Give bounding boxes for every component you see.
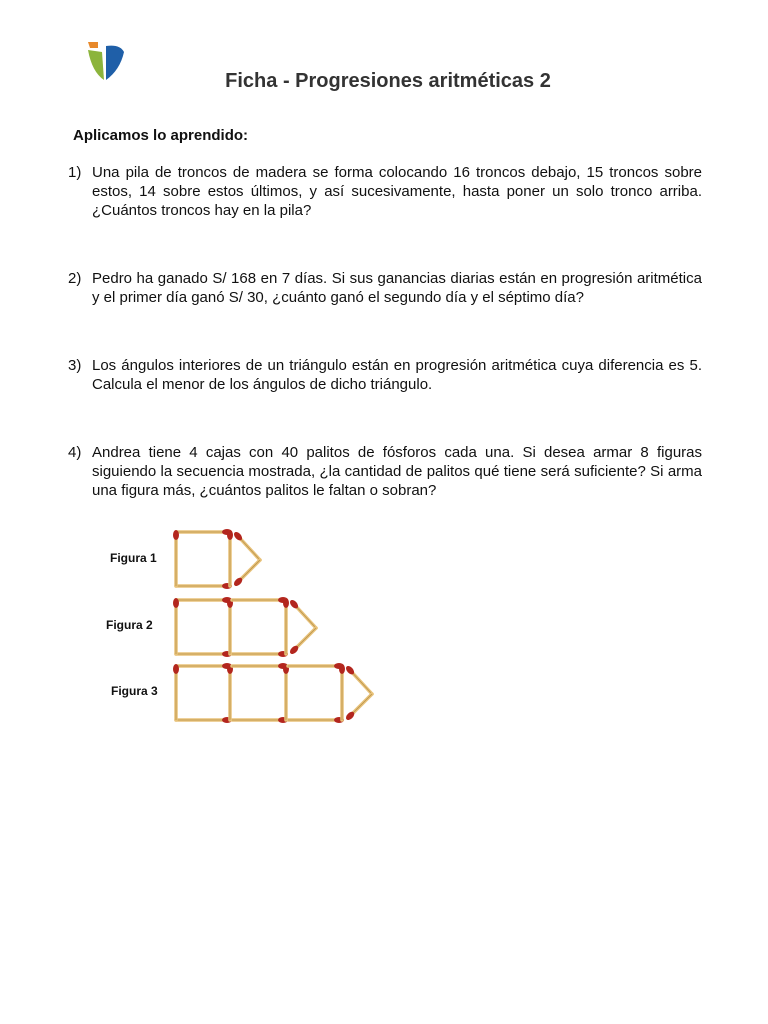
matchstick: [173, 530, 179, 586]
question-1: [68, 163, 702, 220]
matchstick: [339, 664, 345, 720]
matchstick: [283, 598, 289, 654]
question-2: [68, 269, 702, 307]
matchstick: [176, 597, 232, 603]
matchstick: [176, 529, 232, 535]
question-text: Los ángulos interiores de un triángulo están en progresión aritmética cuya diferencia es 5. Calcula el menor de los ángulos de dicho triángulo.: [92, 357, 702, 393]
matchstick: [227, 530, 233, 586]
matchstick: [232, 530, 260, 560]
matchstick: [176, 583, 232, 589]
page-title: Ficha - Progresiones aritméticas 2: [225, 70, 551, 92]
logo-orange-leaf: [88, 42, 98, 48]
question-text: Andrea tiene 4 cajas con 40 palitos de fósforos cada una. Si desea armar 8 figuras siguiendo la secuencia mostrada, ¿la cantidad de palitos qué tiene será suficiente? Si arma una figura más, ¿cuántos palitos le faltan o sobran?: [92, 444, 702, 499]
figure-label-2: Figura 2: [106, 618, 153, 632]
matchstick: [232, 597, 288, 603]
matchstick: [288, 663, 344, 669]
question-number: 1): [68, 164, 82, 181]
matchstick: [227, 598, 233, 654]
matchstick-figure: [100, 520, 390, 730]
matchstick: [344, 664, 372, 694]
matchstick: [173, 664, 179, 720]
matchstick: [232, 560, 260, 588]
matchstick: [176, 651, 232, 657]
matchstick: [288, 717, 344, 723]
section-heading: Aplicamos lo aprendido:: [73, 127, 249, 144]
matchstick: [232, 663, 288, 669]
matchstick: [283, 664, 289, 720]
matchstick: [176, 717, 232, 723]
question-4: [68, 443, 702, 500]
question-text: Pedro ha ganado S/ 168 en 7 días. Si sus ganancias diarias están en progresión aritmética y el primer día ganó S/ 30, ¿cuánto ganó el segundo día y el séptimo día?: [92, 270, 702, 306]
matchstick: [344, 694, 372, 722]
question-3: [68, 356, 702, 394]
question-number: 4): [68, 444, 82, 461]
question-text: Una pila de troncos de madera se forma colocando 16 troncos debajo, 15 troncos sobre estos, 14 sobre estos últimos, y así sucesivamente, hasta poner un solo tronco arriba. ¿Cuántos troncos hay en la pila?: [92, 164, 702, 219]
figure-label-3: Figura 3: [111, 684, 158, 698]
matchstick: [288, 598, 316, 628]
question-number: 3): [68, 357, 82, 374]
matchstick: [176, 663, 232, 669]
matchstick: [232, 651, 288, 657]
matchstick: [288, 628, 316, 656]
figure-label-1: Figura 1: [110, 551, 157, 565]
matchstick: [227, 664, 233, 720]
matchsticks-drawing: [100, 520, 390, 730]
matchstick: [232, 717, 288, 723]
question-number: 2): [68, 270, 82, 287]
matchstick: [173, 598, 179, 654]
